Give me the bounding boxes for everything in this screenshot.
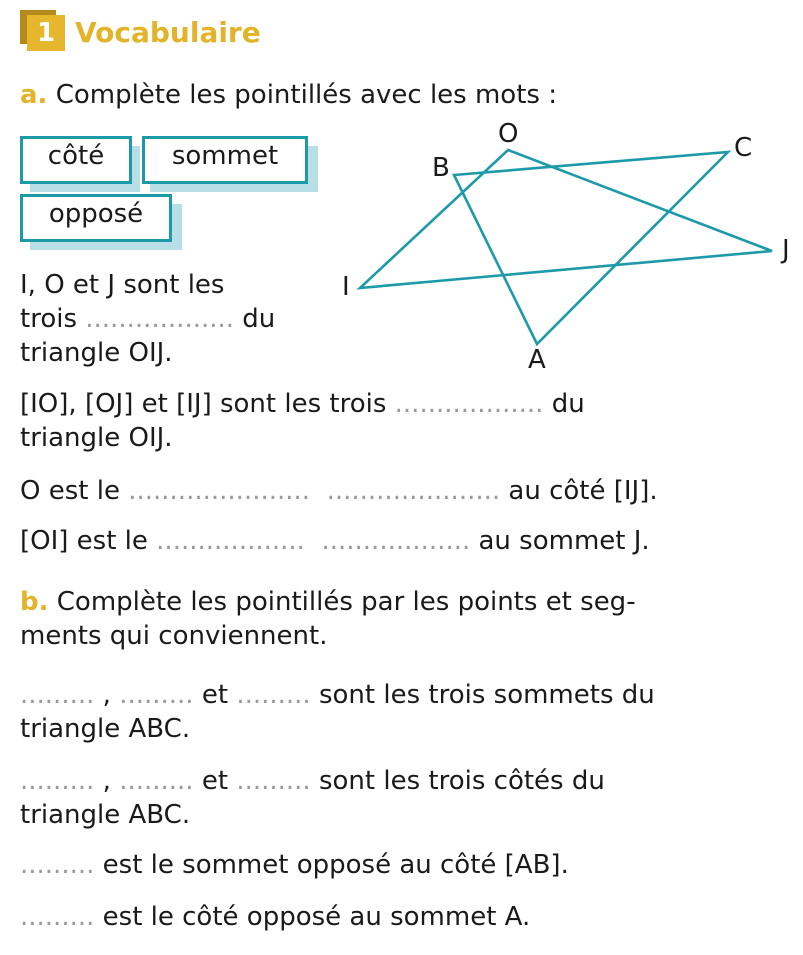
sentence-b2-line1 xyxy=(20,764,605,798)
sentence-text: , xyxy=(102,680,111,710)
sentence-b2-line2: triangle ABC. xyxy=(20,800,191,830)
blank-dots[interactable]: ...................... xyxy=(128,476,311,506)
part-b-instruction-line2: ments qui conviennent. xyxy=(20,621,328,651)
sentence-text: du xyxy=(242,304,276,334)
word-box-cote: côté xyxy=(20,136,132,184)
blank-dots[interactable]: ......... xyxy=(119,766,194,796)
sentence-a2-line1 xyxy=(20,387,585,421)
sentence-a3 xyxy=(20,474,658,508)
part-b-instruction-line1 xyxy=(20,585,636,619)
point-label-i: I xyxy=(342,272,350,302)
sentence-text: et xyxy=(201,766,229,796)
point-label-o: O xyxy=(498,119,519,149)
blank-dots[interactable]: .................. xyxy=(85,304,235,334)
part-a-instruction-text: Complète les pointillés avec les mots : xyxy=(55,80,557,110)
blank-dots[interactable]: ......... xyxy=(20,902,95,932)
blank-dots[interactable]: .................. xyxy=(394,389,544,419)
blank-dots[interactable]: .................. xyxy=(321,526,471,556)
exercise-title: Vocabulaire xyxy=(75,16,261,49)
sentence-a4 xyxy=(20,524,650,558)
sentence-text: [IO], [OJ] et [IJ] sont les trois xyxy=(20,389,387,419)
sentence-text: , xyxy=(102,766,111,796)
sentence-text: est le côté opposé au sommet A. xyxy=(102,902,531,932)
blank-dots[interactable]: ..................... xyxy=(326,476,501,506)
blank-dots[interactable]: ......... xyxy=(20,850,95,880)
sentence-a1-line2 xyxy=(20,302,275,336)
sentence-b3 xyxy=(20,848,569,882)
blank-dots[interactable]: .................. xyxy=(156,526,305,556)
part-b-instruction-text: Complète les pointillés par les points et seg- xyxy=(56,587,636,617)
word-box-oppose: opposé xyxy=(20,194,172,242)
sentence-text: est le sommet opposé au côté [AB]. xyxy=(102,850,569,880)
sentence-text: trois xyxy=(20,304,77,334)
blank-dots[interactable]: ......... xyxy=(236,680,311,710)
exercise-number-badge: 1 xyxy=(27,15,65,51)
sentence-b1-line1 xyxy=(20,678,655,712)
blank-dots[interactable]: ......... xyxy=(236,766,311,796)
sentence-a1-line1: I, O et J sont les xyxy=(20,270,225,300)
sentence-text: [OI] est le xyxy=(20,526,148,556)
sentence-text: au sommet J. xyxy=(478,526,650,556)
blank-dots[interactable]: ......... xyxy=(20,680,95,710)
sentence-text: sont les trois côtés du xyxy=(318,766,605,796)
sentence-a2-line2: triangle OIJ. xyxy=(20,423,173,453)
sentence-text: du xyxy=(551,389,585,419)
point-label-j: J xyxy=(782,235,790,265)
sentence-a1-line3: triangle OIJ. xyxy=(20,338,173,368)
part-a-instruction xyxy=(20,78,557,112)
word-box-sommet: sommet xyxy=(142,136,308,184)
point-label-c: C xyxy=(734,133,753,163)
part-a-label: a. xyxy=(20,80,48,110)
sentence-b4 xyxy=(20,900,530,934)
sentence-text: sont les trois sommets du xyxy=(318,680,655,710)
two-triangles-figure xyxy=(330,115,800,380)
blank-dots[interactable]: ......... xyxy=(20,766,95,796)
sentence-b1-line2: triangle ABC. xyxy=(20,714,191,744)
sentence-text: O est le xyxy=(20,476,120,506)
point-label-a: A xyxy=(528,345,546,375)
sentence-text: au côté [IJ]. xyxy=(508,476,658,506)
part-b-label: b. xyxy=(20,587,49,617)
point-label-b: B xyxy=(432,153,450,183)
blank-dots[interactable]: ......... xyxy=(119,680,194,710)
sentence-text: et xyxy=(201,680,229,710)
